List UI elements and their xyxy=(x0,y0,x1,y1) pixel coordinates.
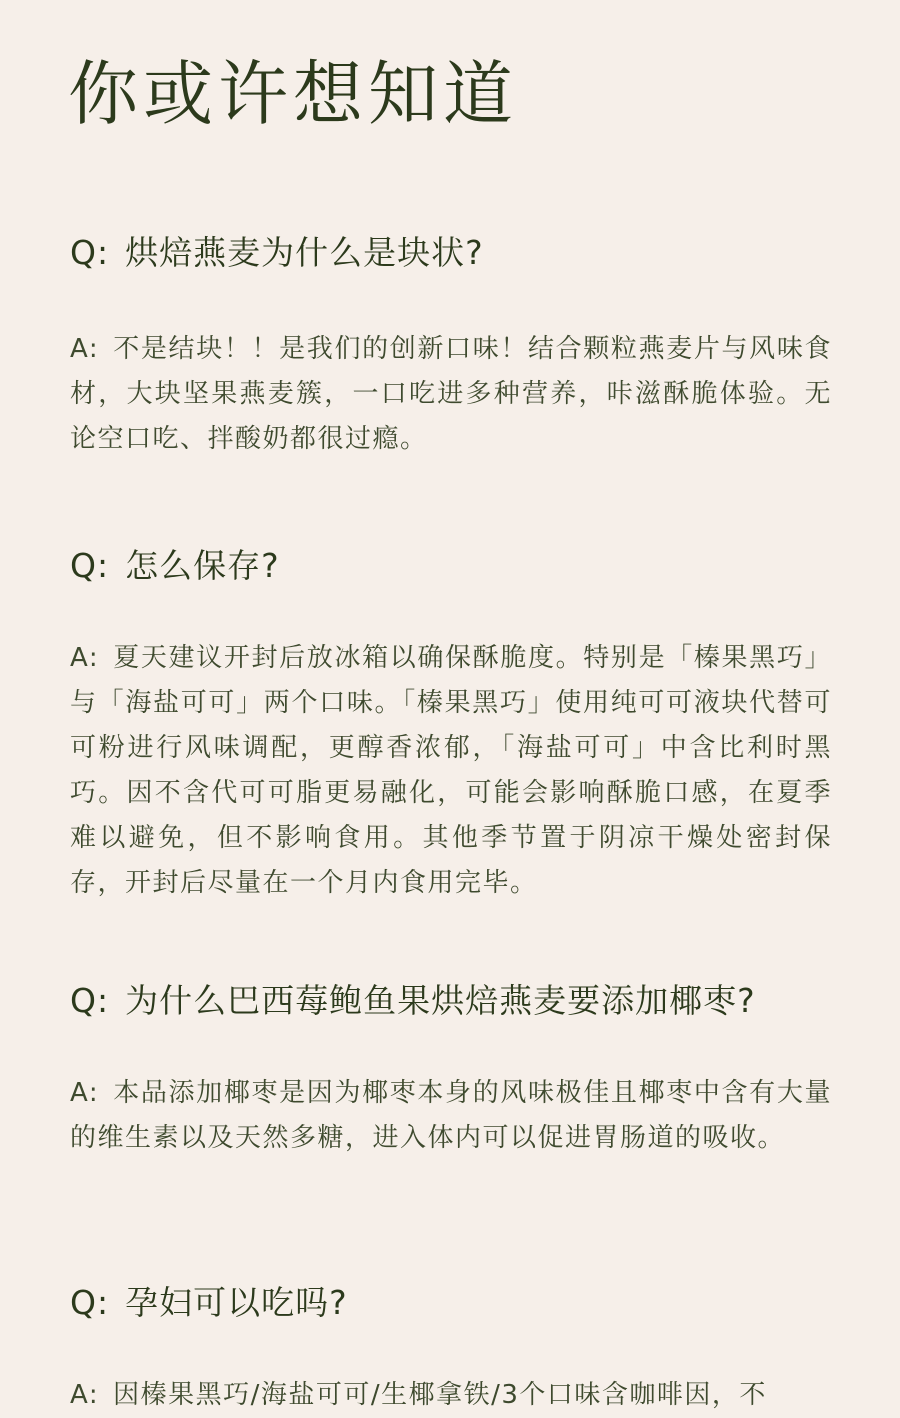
faq-item-block-shape xyxy=(70,232,832,462)
page-title: 你或许想知道 xyxy=(68,53,518,135)
answer-text: 不是结块！！是我们的创新口味！结合颗粒燕麦片与风味食材，大块坚果燕麦簇，一口吃进多种营养，咔滋酥脆体验。无论空口吃、拌酸奶都很过瘾。 xyxy=(70,333,832,454)
question-prefix: Q: xyxy=(70,981,110,1020)
answer-text: 因榛果黑巧/海盐可可/生椰拿铁/3个口味含咖啡因，不 xyxy=(113,1379,767,1410)
question-prefix: Q: xyxy=(70,1283,110,1322)
faq-answer xyxy=(70,1373,832,1418)
faq-item-dates xyxy=(70,980,832,1161)
question-text: 烘焙燕麦为什么是块状? xyxy=(125,233,484,272)
question-prefix: Q: xyxy=(70,546,110,585)
faq-question xyxy=(70,232,832,275)
answer-text: 夏天建议开封后放冰箱以确保酥脆度。特别是「榛果黑巧」与「海盐可可」两个口味。「榛果黑巧」使用纯可可液块代替可可粉进行风味调配，更醇香浓郁，「海盐可可」中含比利时黑巧。因不含代可可脂更易融化，可能会影响酥脆口感，在夏季难以避免，但不影响食用。其他季节置于阴凉干燥处密封保存，开封后尽量在一个月内食用完毕。 xyxy=(70,642,832,898)
answer-text: 本品添加椰枣是因为椰枣本身的风味极佳且椰枣中含有大量的维生素以及天然多糖，进入体内可以促进胃肠道的吸收。 xyxy=(70,1077,832,1153)
faq-item-pregnancy xyxy=(70,1282,832,1418)
answer-prefix: A: xyxy=(70,333,100,364)
faq-question xyxy=(70,545,832,588)
question-text: 孕妇可以吃吗? xyxy=(125,1283,348,1322)
answer-prefix: A: xyxy=(70,1077,100,1108)
question-text: 为什么巴西莓鲍鱼果烘焙燕麦要添加椰枣? xyxy=(125,981,756,1020)
question-text: 怎么保存? xyxy=(125,546,280,585)
faq-item-storage xyxy=(70,545,832,906)
faq-question xyxy=(70,1282,832,1325)
faq-question xyxy=(70,980,832,1023)
faq-answer xyxy=(70,1071,832,1161)
answer-prefix: A: xyxy=(70,1379,100,1410)
faq-answer xyxy=(70,327,832,462)
faq-answer xyxy=(70,636,832,906)
question-prefix: Q: xyxy=(70,233,110,272)
answer-prefix: A: xyxy=(70,642,100,673)
